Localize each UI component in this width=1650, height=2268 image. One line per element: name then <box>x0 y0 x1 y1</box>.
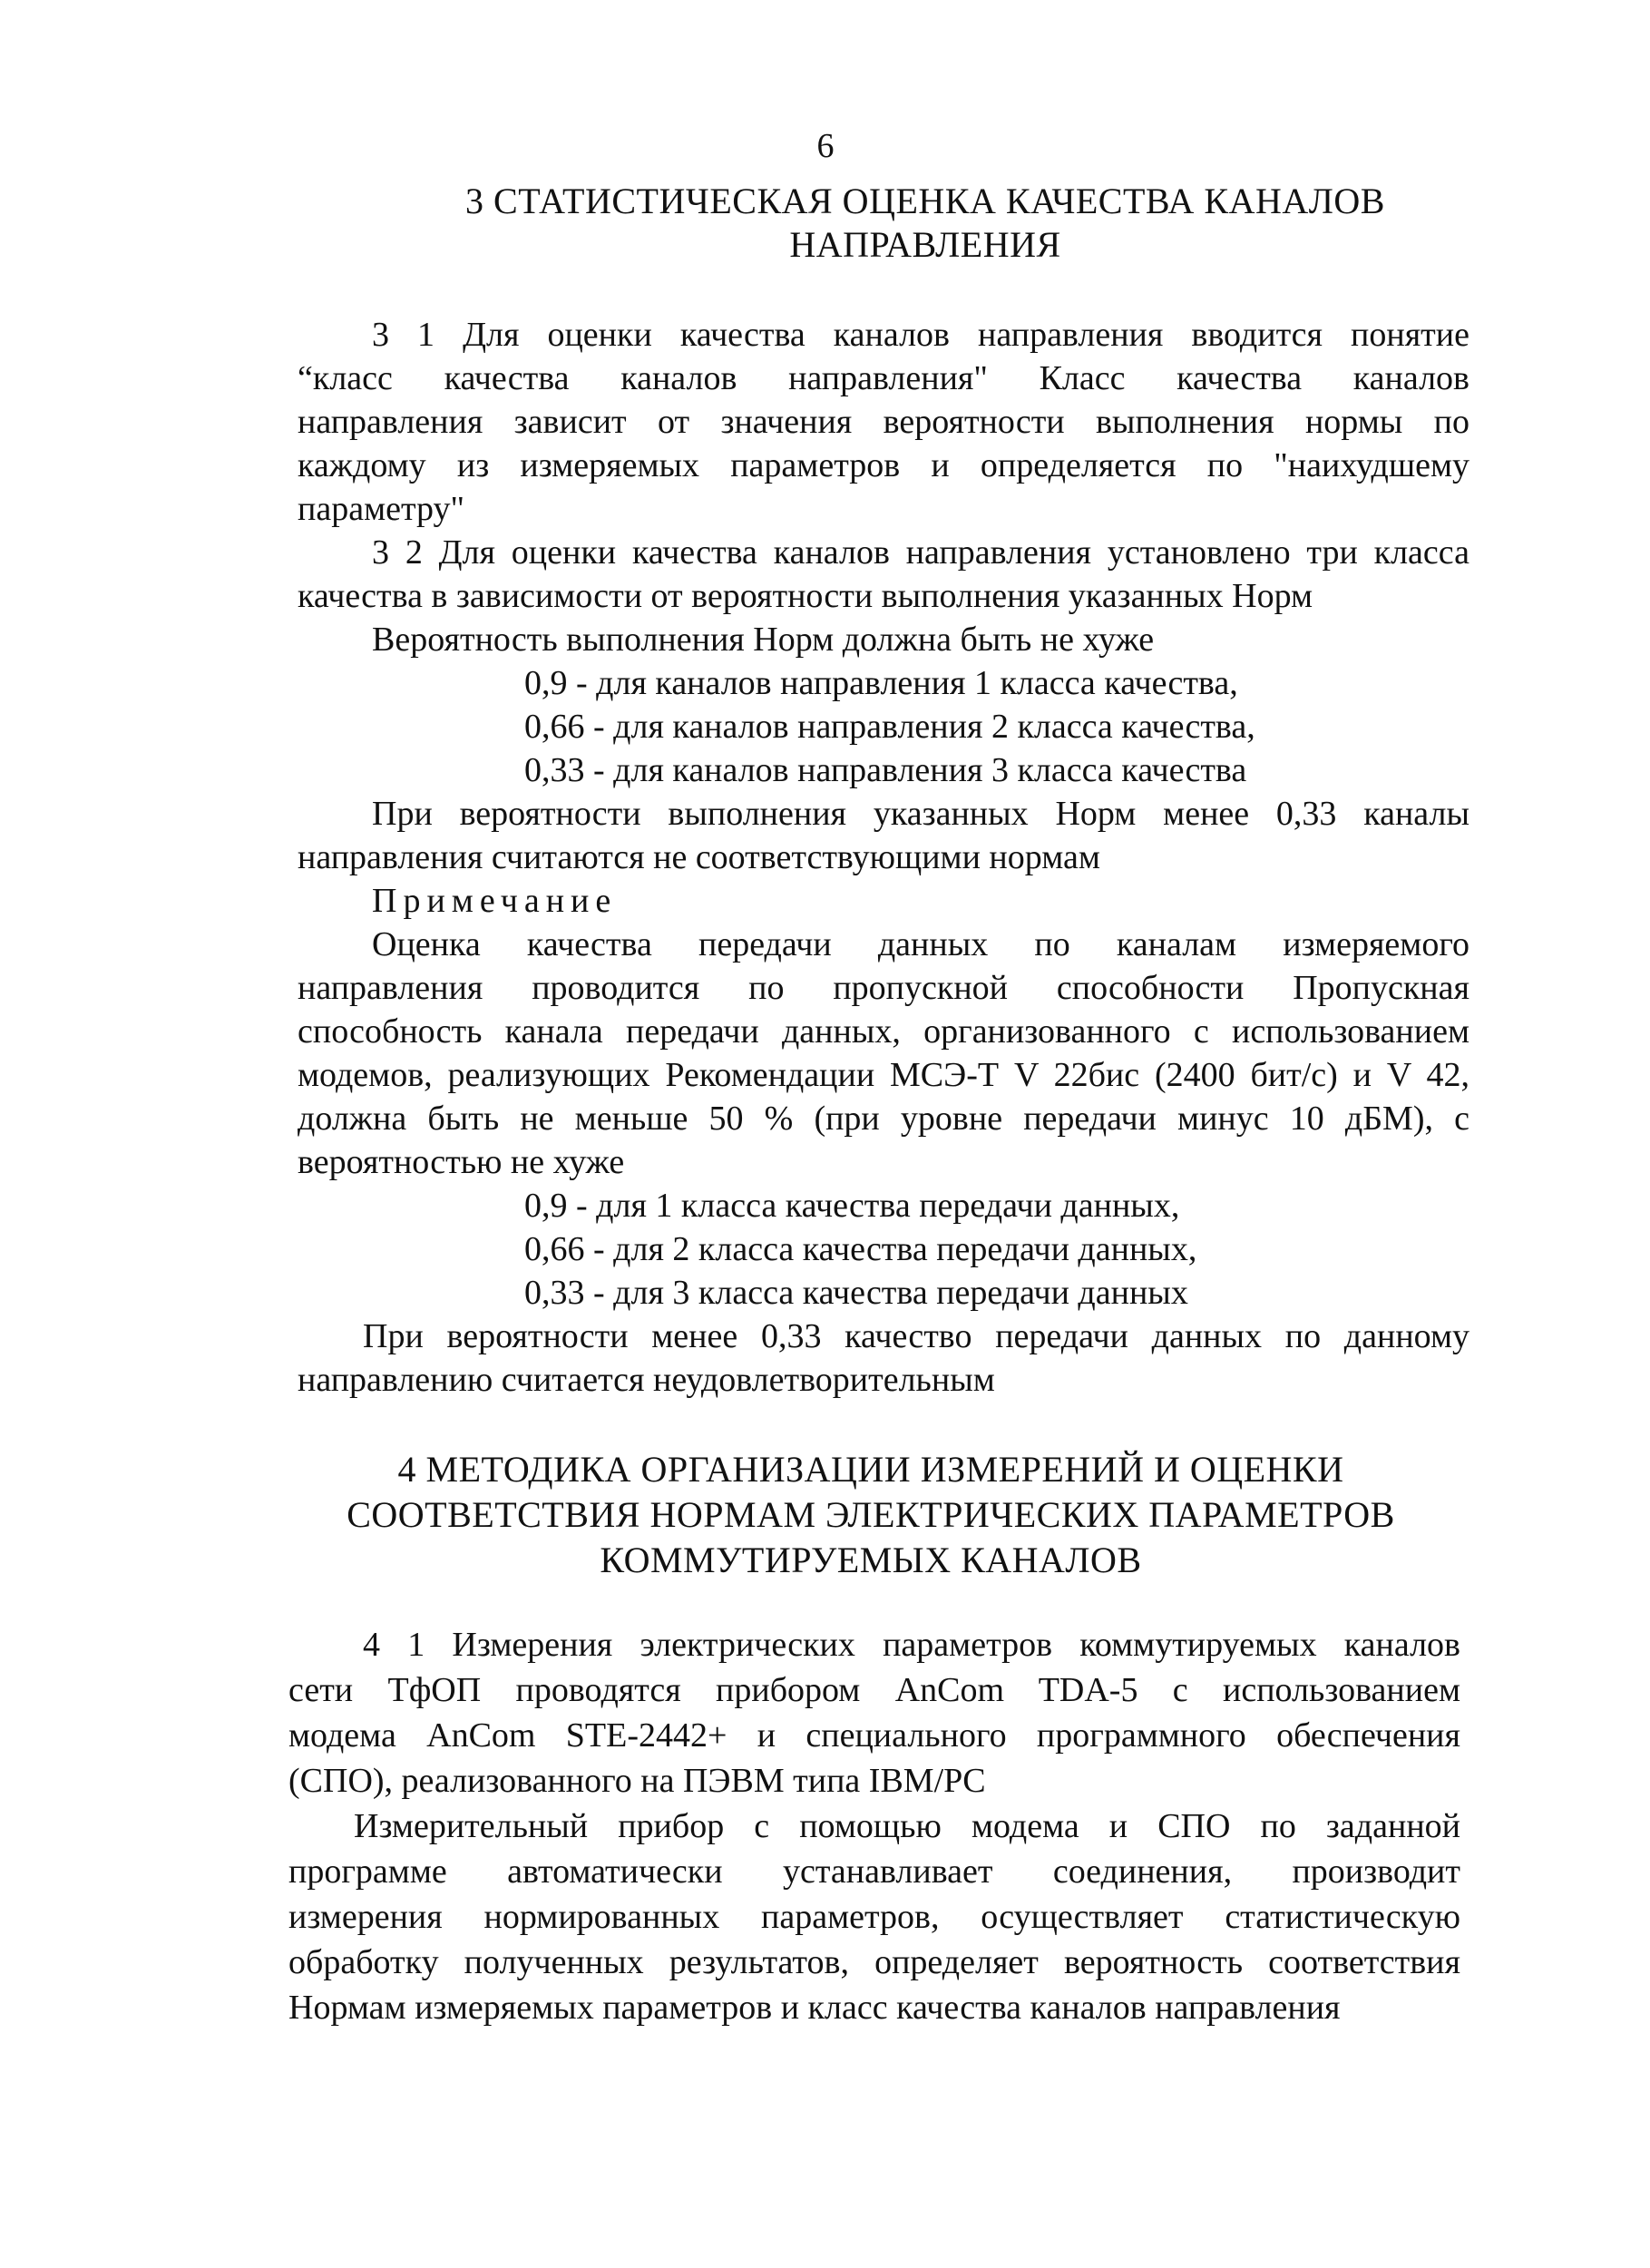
section-3-heading-line-2: НАПРАВЛЕНИЯ <box>789 224 1061 265</box>
p31-line-3: направления зависит от значения вероятности выполнения нормы по <box>298 403 1469 441</box>
p42-line-3: измерения нормированных параметров, осуществляет статистическую <box>288 1898 1460 1936</box>
note-label: Примечание <box>372 882 618 920</box>
note-line-2: направления проводится по пропускной способности Пропускная <box>298 969 1469 1007</box>
p31-line-4: каждому из измеряемых параметров и определяется по "наихудшему <box>298 446 1469 484</box>
section-4-heading-line-2: СООТВЕТСТВИЯ НОРМАМ ЭЛЕКТРИЧЕСКИХ ПАРАМЕТРОВ <box>347 1494 1395 1535</box>
probability-intro: Вероятность выполнения Норм должна быть не хуже <box>372 621 1155 659</box>
p31-line-2: “класс качества каналов направления" Класс качества каналов <box>298 359 1469 397</box>
note-line-3: способность канала передачи данных, организованного с использованием <box>298 1012 1469 1051</box>
below-threshold-line-2: направления считаются не соответствующими нормам <box>298 838 1100 876</box>
page-number: 6 <box>816 127 835 165</box>
data-quality-item-1: 0,9 - для 1 класса качества передачи данных, <box>524 1187 1180 1225</box>
note-line-5: должна быть не меньше 50 % (при уровне передачи минус 10 дБМ), с <box>298 1100 1469 1138</box>
note-line-6: вероятностью не хуже <box>298 1143 625 1181</box>
probability-item-1: 0,9 - для каналов направления 1 класса качества, <box>524 664 1238 702</box>
p32-line-2: качества в зависимости от вероятности выполнения указанных Норм <box>298 577 1313 615</box>
p41-line-2: сети ТфОП проводятся прибором AnCom TDA-5 с использованием <box>288 1671 1460 1709</box>
p42-line-2: программе автоматически устанавливает соединения, производит <box>288 1853 1460 1891</box>
p41-line-4: (СПО), реализованного на ПЭВМ типа IBM/PC <box>288 1762 986 1800</box>
final-line-1: При вероятности менее 0,33 качество передачи данных по данному <box>363 1317 1469 1355</box>
p42-line-4: обработку полученных результатов, определяет вероятность соответствия <box>288 1943 1460 1981</box>
section-4-heading-line-1: 4 МЕТОДИКА ОРГАНИЗАЦИИ ИЗМЕРЕНИЙ И ОЦЕНКИ <box>397 1449 1344 1490</box>
data-quality-item-3: 0,33 - для 3 класса качества передачи данных <box>524 1274 1188 1312</box>
final-line-2: направлению считается неудовлетворительным <box>298 1361 995 1399</box>
p41-line-3: модема AnCom STE-2442+ и специального программного обеспечения <box>288 1716 1460 1755</box>
p32-line-1: 3 2 Для оценки качества каналов направления установлено три класса <box>372 533 1469 572</box>
p31-line-1: 3 1 Для оценки качества каналов направления вводится понятие <box>372 316 1469 354</box>
section-4-heading-line-3: КОММУТИРУЕМЫХ КАНАЛОВ <box>600 1540 1142 1580</box>
section-3-heading-line-1: 3 СТАТИСТИЧЕСКАЯ ОЦЕНКА КАЧЕСТВА КАНАЛОВ <box>465 181 1385 221</box>
data-quality-item-2: 0,66 - для 2 класса качества передачи данных, <box>524 1230 1197 1268</box>
p42-line-5: Нормам измеряемых параметров и класс качества каналов направления <box>288 1989 1341 2027</box>
p31-line-5: параметру" <box>298 490 465 528</box>
p42-line-1: Измерительный прибор с помощью модема и СПО по заданной <box>354 1807 1460 1845</box>
note-line-1: Оценка качества передачи данных по каналам измеряемого <box>372 925 1469 963</box>
probability-item-3: 0,33 - для каналов направления 3 класса качества <box>524 751 1247 789</box>
below-threshold-line-1: При вероятности выполнения указанных Норм менее 0,33 каналы <box>372 795 1469 833</box>
note-line-4: модемов, реализующих Рекомендации МСЭ-Т V 22бис (2400 бит/с) и V 42, <box>298 1056 1469 1094</box>
probability-item-2: 0,66 - для каналов направления 2 класса качества, <box>524 708 1255 746</box>
p41-line-1: 4 1 Измерения электрических параметров коммутируемых каналов <box>363 1626 1460 1664</box>
